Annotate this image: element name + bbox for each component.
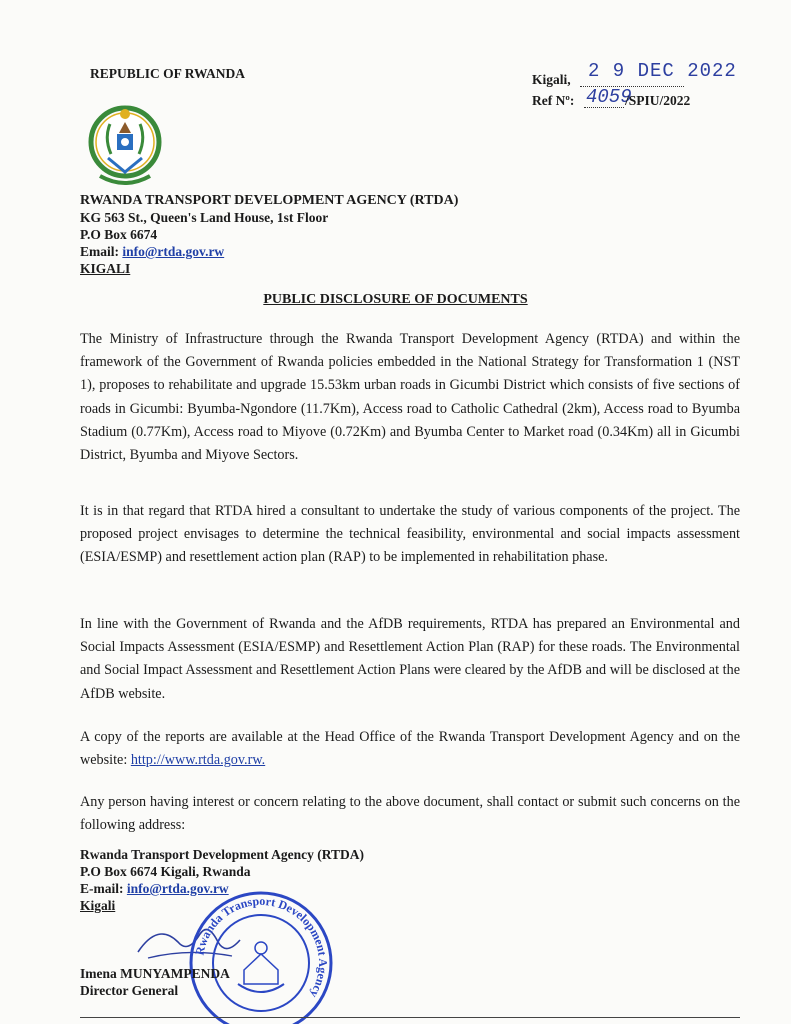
- signatory-block: [80, 965, 230, 999]
- ref-label: Ref Nº:: [532, 93, 575, 108]
- paragraph-1: The Ministry of Infrastructure through the Rwanda Transport Development Agency (RTDA) and within the framework of the Government of Rwanda policies embedded in the National Strategy for Transformation 1 (NST 1), proposes to rehabilitate and upgrade 15.53km urban roads in Gicumbi District which consists of five sections of roads in Gicumbi: Byumba-Ngondore (11.7Km), Access road to Catholic Cathedral (2km), Access road to Byumba Stadium (0.77Km), Access road to Miyove (0.72Km) and Byumba Center to Market road (0.34Km) all in Gicumbi District, Byumba and Miyove Sectors.: [80, 331, 740, 464]
- contact-city: Kigali: [80, 898, 116, 913]
- agency-address: KG 563 St., Queen's Land House, 1st Floor: [80, 210, 329, 225]
- agency-email-link[interactable]: info@rtda.gov.rw: [122, 244, 225, 259]
- signatory-name: Imena MUNYAMPENDA: [80, 966, 230, 981]
- contact-email-label: E-mail:: [80, 881, 124, 896]
- ref-suffix: /SPIU/2022: [625, 93, 691, 108]
- paragraph-4: [80, 726, 740, 772]
- footer-rule: [80, 1017, 740, 1018]
- agency-email-label: Email:: [80, 244, 119, 259]
- rwanda-coat-of-arms-emblem: [86, 98, 164, 190]
- document-title: PUBLIC DISCLOSURE OF DOCUMENTS: [263, 292, 528, 307]
- place-label: Kigali,: [532, 72, 571, 87]
- contact-name: Rwanda Transport Development Agency (RTDA): [80, 847, 365, 862]
- date-ref-block: [532, 62, 772, 113]
- agency-po-box: P.O Box 6674: [80, 227, 158, 242]
- website-link[interactable]: http://www.rtda.gov.rw.: [130, 752, 266, 769]
- agency-email-line: [80, 243, 580, 260]
- agency-city: KIGALI: [80, 261, 131, 276]
- agency-address-block: [80, 192, 580, 277]
- document-title-wrap: [0, 292, 791, 308]
- handwritten-date: 2 9 DEC 2022: [588, 60, 737, 82]
- paragraph-4-text: A copy of the reports are available at the Head Office of the Rwanda Transport Development Agency and on the website:: [80, 729, 740, 769]
- paragraph-2: It is in that regard that RTDA hired a consultant to undertake the study of various components of the project. The proposed project envisages to determine the technical feasibility, environmental and social impacts assessment (ESIA/ESMP) and resettlement action plan (RAP) to be implemented in rehabilitation phase.: [80, 503, 740, 566]
- republic-heading: REPUBLIC OF RWANDA: [90, 66, 246, 81]
- stamp-ring-text: Rwanda Transport Development Agency: [192, 893, 331, 1001]
- paragraph-3: In line with the Government of Rwanda and the AfDB requirements, RTDA has prepared an Environmental and Social Impacts Assessment (ESIA/ESMP) and Resettlement Action Plan (RAP) for these roads. The Environmental and Social Impact Assessment and Resettlement Action Plans were cleared by the AfDB and will be disclosed at the AfDB website.: [80, 616, 740, 702]
- official-stamp: [186, 888, 336, 1024]
- handwritten-ref: 4059: [586, 86, 632, 108]
- contact-po-box: P.O Box 6674 Kigali, Rwanda: [80, 864, 251, 879]
- paragraph-5: Any person having interest or concern relating to the above document, shall contact or submit such concerns on the following address:: [80, 794, 740, 834]
- signatory-title: Director General: [80, 983, 179, 998]
- contact-email-link[interactable]: info@rtda.gov.rw: [126, 881, 229, 896]
- agency-name: RWANDA TRANSPORT DEVELOPMENT AGENCY (RTDA): [80, 193, 459, 208]
